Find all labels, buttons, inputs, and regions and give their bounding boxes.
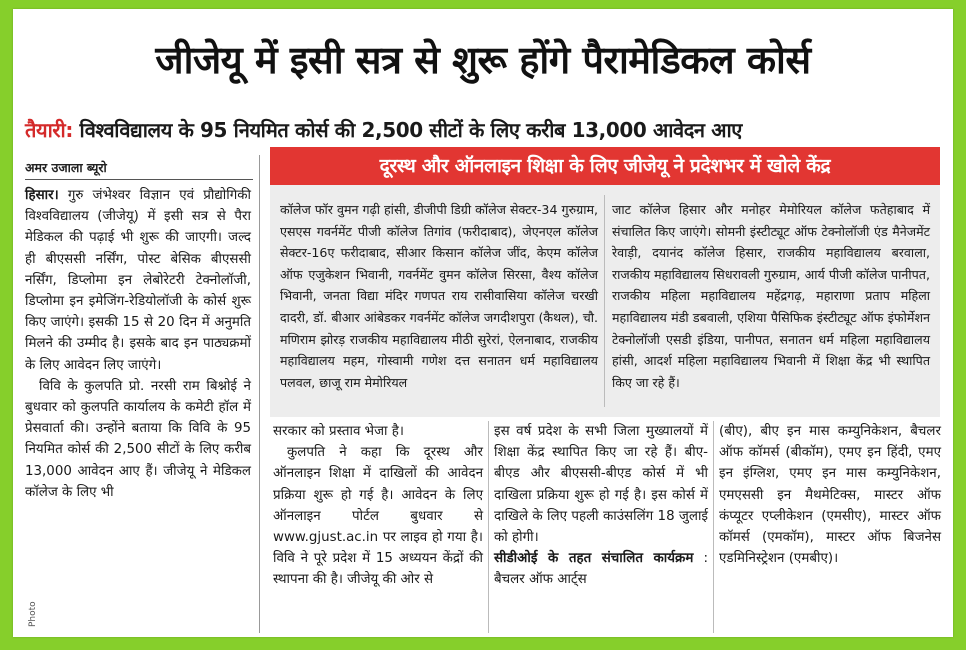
left-column [25, 185, 251, 503]
box-column-divider [604, 195, 605, 407]
byline: अमर उजाला ब्यूरो [25, 160, 107, 175]
bottom-column-1 [273, 421, 483, 591]
bottom-column-1-paragraph-2: कुलपति ने कहा कि दूरस्थ और ऑनलाइन शिक्षा में दाखिलों की आवेदन प्रक्रिया शुरू हो गई है। आवेदन के लिए ऑनलाइन पोर्टल बुधवार से www.gjust.ac.in पर लाइव हो गया है। विवि ने पूरे प्रदेश में 15 अध्ययन केंद्रों की स्थापना की है। जीजेयू की ओर से [273, 445, 483, 588]
subhead-kicker: तैयारी: [25, 118, 73, 142]
left-paragraph-2: विवि के कुलपति प्रो. नरसी राम बिश्नोई ने बुधवार को कुलपति कार्यालय के कमेटी हॉल में प्रेसवार्ता की। उन्होंने बताया कि विवि के 95 नियमित कोर्स की 2,500 सीटों के लिए करीब 13,000 आवेदन आए हैं। जीजेयू ने मेडिकल कॉलेज के लिए भी [25, 378, 251, 500]
left-paragraph-1 [25, 185, 251, 376]
bottom-column-3-paragraph-1: (बीए), बीए इन मास कम्युनिकेशन, बैचलर ऑफ कॉमर्स (बीकॉम), एमए इन हिंदी, एमए इन इंग्लिश, एमए इन मास कम्युनिकेशन, एमएससी इन मैथमेटिक्स, मास्टर ऑफ कंप्यूटर एप्लीकेशन (एमसीए), मास्टर ऑफ कॉमर्स (एमकॉम), मास्टर ऑफ बिजनेस एडमिनिस्ट्रेशन (एमबीए)। [719, 424, 941, 567]
bottom-column-3 [719, 421, 941, 569]
headline: जीजेयू में इसी सत्र से शुरू होंगे पैरामेडिकल कोर्स [155, 38, 811, 82]
bottom-column-2-subsection [494, 548, 708, 590]
bottom-divider-1 [488, 421, 489, 633]
box-column-2: जाट कॉलेज हिसार और मनोहर मेमोरियल कॉलेज फतेहाबाद में संचालित किए जाएंगे। सोमनी इंस्टीट्यूट ऑफ टेक्नोलॉजी एंड मैनेजमेंट रेवाड़ी, दयानंद कॉलेज हिसार, राजकीय महाविद्यालय बरवाला, राजकीय महाविद्यालय सिधरावली गुरुग्राम, आर्य पीजी कॉलेज पानीपत, राजकीय महिला महाविद्यालय महेंद्रगढ़, महाराणा प्रताप महिला महाविद्यालय मंडी डबवाली, एशिया पैसिफिक इंस्टीट्यूट ऑफ इंफोर्मेशन टेक्नोलॉजी एसडी इंडिया, पानीपत, सनातन धर्म महिला महाविद्यालय हांसी, आदर्श महिला महाविद्यालय भिवानी में शिक्षा केंद्र भी स्थापित किए जा रहे हैं। [612, 202, 930, 390]
subsection-heading: सीडीओई के तहत संचालित कार्यक्रम [494, 551, 694, 567]
box-title-banner: दूरस्थ और ऑनलाइन शिक्षा के लिए जीजेयू ने प्रदेशभर में खोले केंद्र [270, 147, 940, 185]
info-box [270, 185, 940, 417]
bottom-divider-2 [713, 421, 714, 633]
newspaper-clipping [13, 9, 953, 637]
photo-credit: Photo [28, 601, 38, 627]
byline-divider [25, 179, 253, 180]
subhead-text: विश्वविद्यालय के 95 नियमित कोर्स की 2,500 सीटों के लिए करीब 13,000 आवेदन आए [79, 118, 742, 142]
column-divider [259, 155, 260, 633]
bottom-column-2 [494, 421, 708, 591]
bottom-column-2-paragraph-1: इस वर्ष प्रदेश के सभी जिला मुख्यालयों में शिक्षा केंद्र स्थापित किए जा रहे हैं। बीए-बीएड और बीएससी-बीएड कोर्स में भी दाखिला प्रक्रिया शुरू हो गई है। इस कोर्स में दाखिले के लिए पहली काउंसलिंग 18 जुलाई को होगी। [494, 424, 708, 546]
subheadline [25, 117, 945, 143]
left-paragraph-1-text: गुरु जंभेश्वर विज्ञान एवं प्रौद्योगिकी विश्वविद्यालय (जीजेयू) में इसी सत्र से पैरा मेडिकल की पढ़ाई भी शुरू की जाएगी। जल्द ही बीएससी नर्सिंग, पोस्ट बेसिक बीएससी नर्सिंग, डिप्लोमा इन लेबोरेटरी टेक्नोलॉजी, डिप्लोमा इन इमेजिंग-रेडियोलॉजी के कोर्स शुरू किए जाएंगे। इसकी 15 से 20 दिन में अनुमति मिलने की उम्मीद है। इसके बाद इन पाठ्यक्रमों के लिए आवेदन लिए जाएंगे। [25, 188, 251, 373]
dateline: हिसार। [25, 188, 59, 203]
bottom-column-1-paragraph-1: सरकार को प्रस्ताव भेजा है। [273, 424, 404, 439]
subsection-text: : बैचलर ऑफ आर्ट्स [494, 551, 708, 588]
box-column-1: कॉलेज फॉर वुमन गढ़ी हांसी, डीजीपी डिग्री कॉलेज सेक्टर-34 गुरुग्राम, एसएस गवर्नमेंट पीजी कॉलेज तिगांव (फरीदाबाद), जेएनएल कॉलेज सेक्टर-16ए फरीदाबाद, सीआर किसान कॉलेज जींद, केएम कॉलेज ऑफ एजुकेशन भिवानी, गवर्नमेंट वुमन कॉलेज सिरसा, वैश्य कॉलेज भिवानी, जनता विद्या मंदिर गणपत राय रासीवासिया कॉलेज चरखी दादरी, डॉ. बीआर आंबेडकर गवर्नमेंट कॉलेज जगदीशपुरा (कैथल), चौ. मणिराम झोरड़ राजकीय महाविद्यालय मीठी सुरेरां, ऐलनाबाद, राजकीय महाविद्यालय महम, गोस्वामी गणेश दत्त सनातन धर्म महाविद्यालय पलवल, छाजू राम मेमोरियल [280, 202, 598, 390]
